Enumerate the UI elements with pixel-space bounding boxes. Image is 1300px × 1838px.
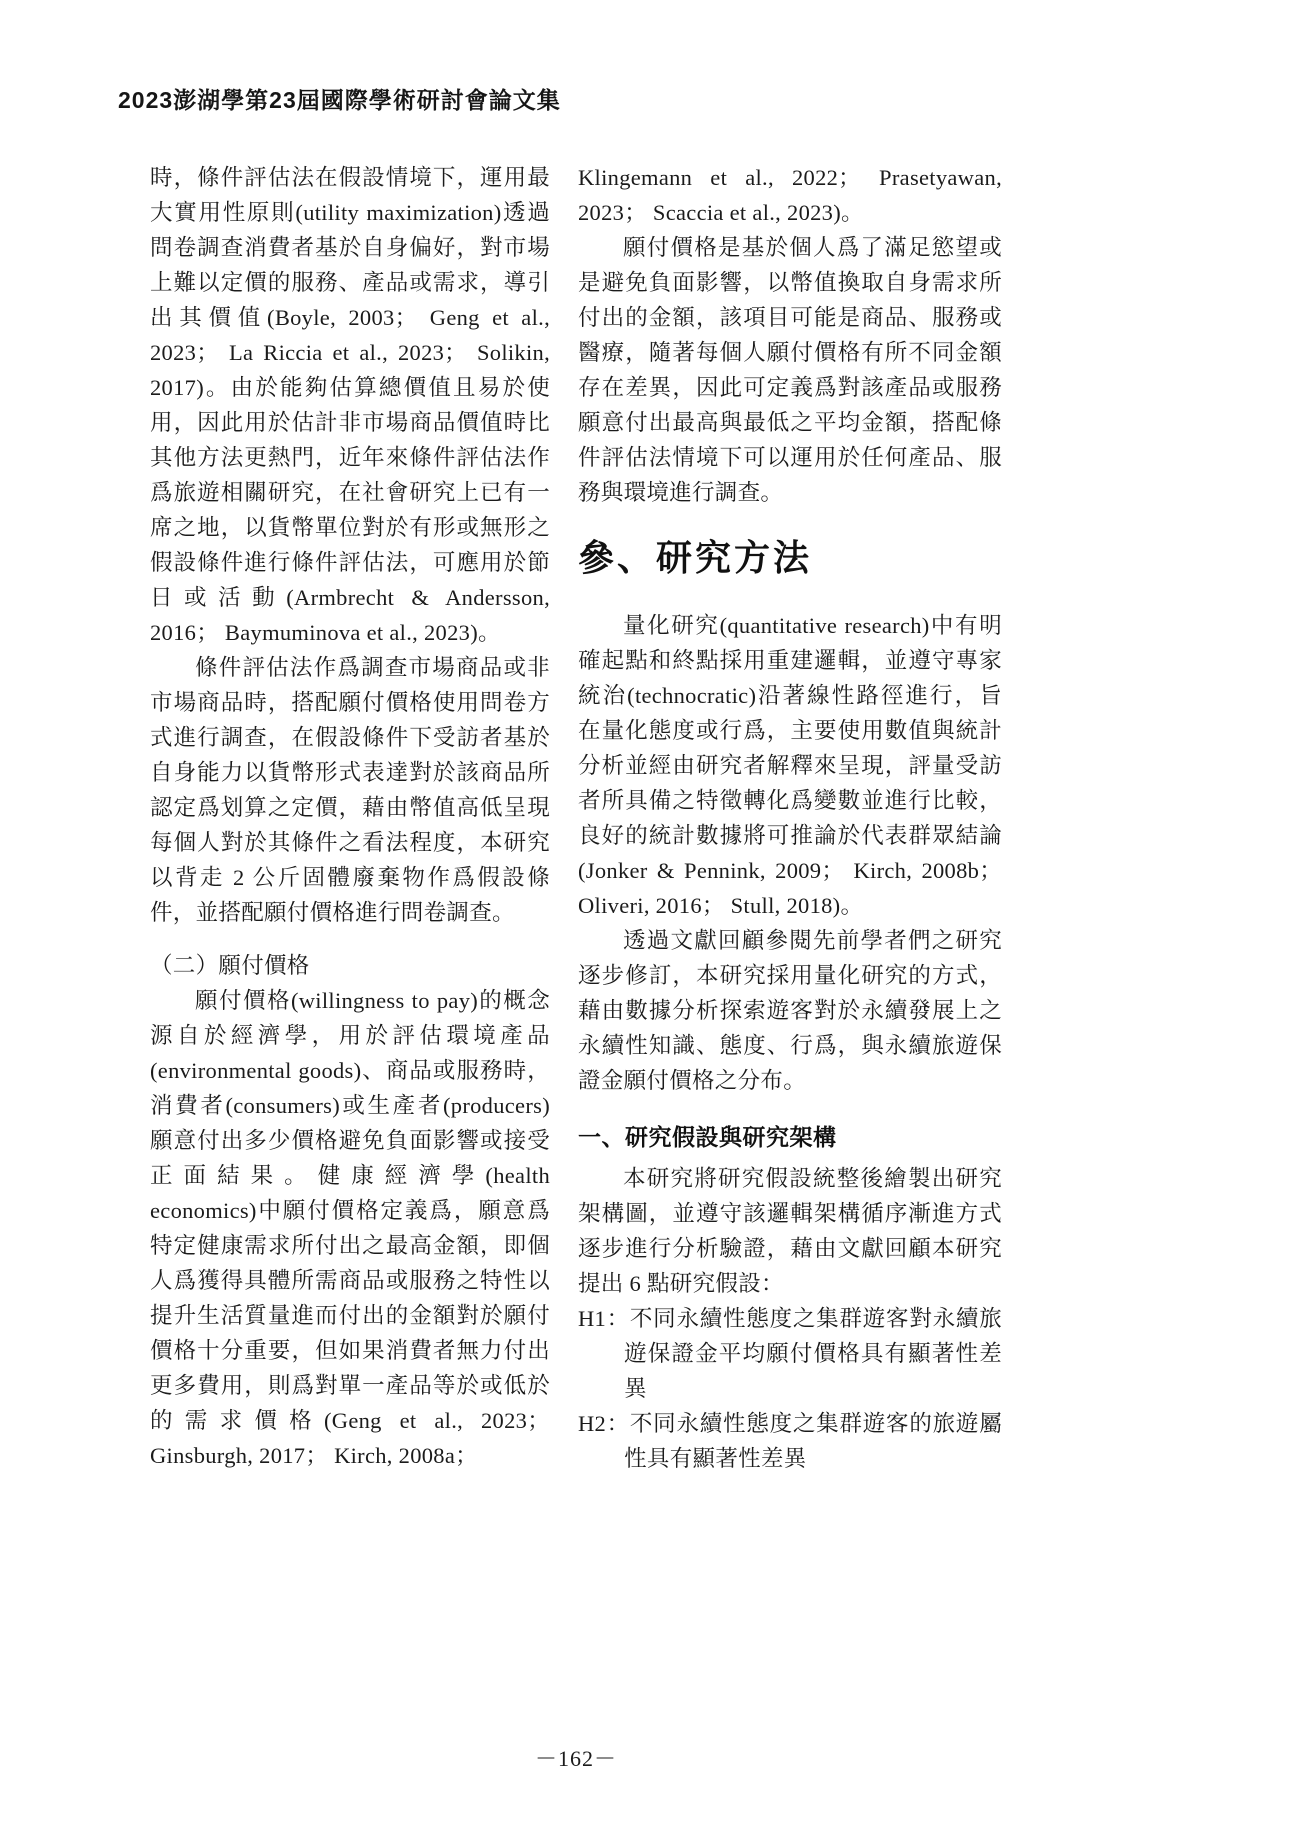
paragraph-wtp-definition: 願付價格是基於個人爲了滿足慾望或是避免負面影響，以幣值換取自身需求所付出的金額，該項目可能是商品、服務或醫療，隨著每個人願付價格有所不同金額存在差異，因此可定義爲對該產品或服務願意付出最高與最低之平均金額，搭配條件評估法情境下可以運用於任何產品、服務與環境進行調查。 — [578, 235, 1002, 505]
paragraph-literature-review: 透過文獻回顧參閱先前學者們之研究逐步修訂，本研究採用量化研究的方式，藉由數據分析探索遊客對於永續發展上之永續性知識、態度、行爲，與永續旅遊保證金願付價格之分布。 — [578, 928, 1002, 1093]
right-column — [578, 160, 1002, 1476]
paragraph-wtp-concept: 願付價格(willingness to pay)的概念源自於經濟學，用於評估環境產品(environmental goods)、商品或服務時，消費者(consumers)或生產者(producers)願意付出多少價格避免負面影響或接受正面結果。健康經濟學(health economics)中願付價格定義爲，願意爲特定健康需求所付出之最高金額，即個人爲獲得具體所需商品或服務之特性以提升生活質量進而付出的金額對於願付價格十分重要，但如果消費者無力付出更多費用，則爲對單一產品等於或低於的需求價格(Geng et al., 2023； Ginsburgh, 2017； Kirch, 2008a； — [150, 988, 550, 1468]
paragraph-quantitative-research: 量化研究(quantitative research)中有明確起點和終點採用重建邏輯，並遵守專家統治(technocratic)沿著線性路徑進行，旨在量化態度或行爲，主要使用數值與統計分析並經由研究者解釋來呈現，評量受訪者所具備之特徵轉化爲變數並進行比較，良好的統計數據將可推論於代表群眾結論(Jonker & Pennink, 2009； Kirch, 2008b； Oliveri, 2016； Stull, 2018)。 — [578, 613, 1002, 918]
paragraph-cvm-continuation: 時，條件評估法在假設情境下，運用最大實用性原則(utility maximization)透過問卷調查消費者基於自身偏好，對市場上難以定價的服務、產品或需求，導引出其價值(Boyle, 2003； Geng et al., 2023； La Riccia et al., 2023； Solikin, 2017)。由於能夠估算總價值且易於使用，因此用於估計非市場商品價值時比其他方法更熱門，近年來條件評估法作爲旅遊相關研究，在社會研究上已有一席之地，以貨幣單位對於有形或無形之假設條件進行條件評估法，可應用於節日或活動(Armbrecht & Andersson, 2016； Baymuminova et al., 2023)。 — [150, 165, 550, 645]
page-number: －162－ — [534, 1746, 617, 1771]
subsection-heading-wtp: （二）願付價格 — [150, 953, 310, 978]
page-header: 2023澎湖學第23屆國際學術研討會論文集 — [118, 87, 561, 113]
left-column — [150, 160, 550, 1476]
content-columns — [150, 160, 1002, 1476]
paragraph-cvm-survey: 條件評估法作爲調查市場商品或非市場商品時，搭配願付價格使用問卷方式進行調查，在假設條件下受訪者基於自身能力以貨幣形式表達對於該商品所認定爲划算之定價，藉由幣值高低呈現每個人對於其條件之看法程度，本研究以背走 2 公斤固體廢棄物作爲假設條件，並搭配願付價格進行問卷調查。 — [150, 655, 550, 925]
section-heading-research-methods: 參、研究方法 — [578, 538, 813, 578]
subsection-heading-hypotheses: 一、研究假設與研究架構 — [578, 1124, 837, 1150]
hypothesis-h2: H2：不同永續性態度之集群遊客的旅遊屬性具有顯著性差異 — [578, 1411, 1002, 1471]
paragraph-citations-continuation: Klingemann et al., 2022； Prasetyawan, 2023； Scaccia et al., 2023)。 — [578, 165, 1002, 225]
paragraph-research-framework: 本研究將研究假設統整後繪製出研究架構圖，並遵守該邏輯架構循序漸進方式逐步進行分析驗證，藉由文獻回顧本研究提出 6 點研究假設： — [578, 1166, 1002, 1296]
hypothesis-h1: H1：不同永續性態度之集群遊客對永續旅遊保證金平均願付價格具有顯著性差異 — [578, 1306, 1002, 1401]
